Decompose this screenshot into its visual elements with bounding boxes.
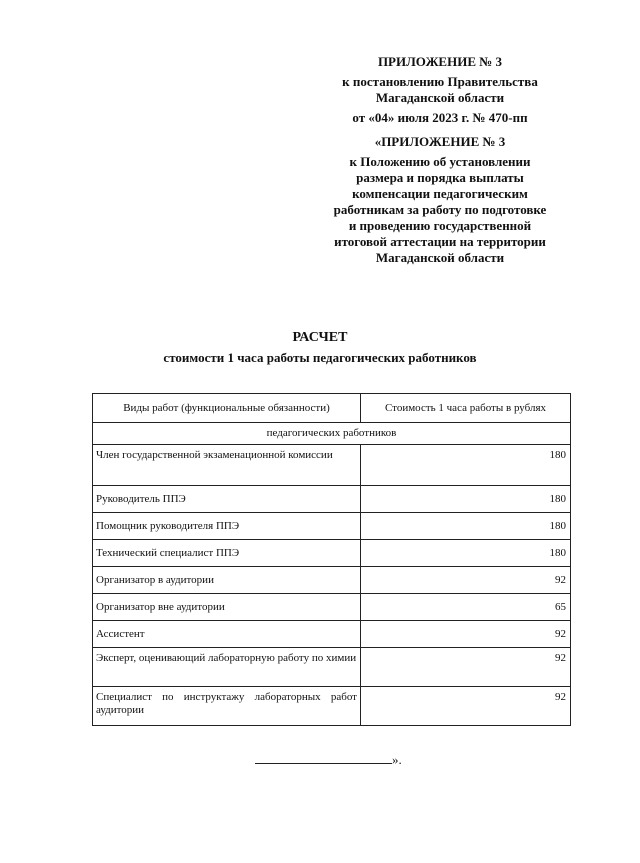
appendix-heading: ПРИЛОЖЕНИЕ № 3 [377,54,503,69]
column-header-cost: Стоимость 1 часа работы в рублях [361,394,571,423]
work-type-cell: Эксперт, оценивающий лабораторную работу по химии [93,648,361,687]
group-label: педагогических работников [93,423,571,445]
signature-underline [255,752,392,764]
work-type-cell: Специалист по инструктажу лабораторных работ аудитории [93,687,361,726]
work-type-cell: Технический специалист ППЭ [93,540,361,567]
cost-cell: 92 [361,648,571,687]
table-header-row [93,394,571,423]
cost-cell: 180 [361,513,571,540]
work-type-cell: Помощник руководителя ППЭ [93,513,361,540]
cost-cell: 180 [361,445,571,486]
closing-line [255,752,402,768]
table-row [93,445,571,486]
table-row [93,621,571,648]
table-row [93,648,571,687]
table-group-row [93,423,571,445]
page-title: РАСЧЕТ [292,330,348,345]
cost-cell: 180 [361,540,571,567]
regulation-line: итоговой аттестации на территории [334,234,546,249]
cost-table [92,393,571,726]
regulation-line: Магаданской области [375,250,505,265]
cost-cell: 65 [361,594,571,621]
table-row [93,594,571,621]
region-line: Магаданской области [375,90,505,105]
table-row [93,687,571,726]
document-header [300,54,580,266]
column-header-work-type: Виды работ (функциональные обязанности) [93,394,361,423]
table-row [93,540,571,567]
regulation-line: работникам за работу по подготовке [333,202,547,217]
work-type-cell: Руководитель ППЭ [93,486,361,513]
to-resolution-line: к постановлению Правительства [342,74,538,89]
work-type-cell: Член государственной экзаменационной комиссии [93,445,361,486]
page-subtitle: стоимости 1 часа работы педагогических работников [163,350,477,365]
cost-cell: 92 [361,567,571,594]
closing-quote: ». [392,752,402,767]
work-type-cell: Ассистент [93,621,361,648]
cost-cell: 92 [361,687,571,726]
appendix-quoted-heading: «ПРИЛОЖЕНИЕ № 3 [374,134,506,149]
cost-cell: 92 [361,621,571,648]
regulation-line: и проведению государственной [348,218,532,233]
work-type-cell: Организатор в аудитории [93,567,361,594]
table-row [93,513,571,540]
table-row [93,567,571,594]
regulation-line: к Положению об установлении [349,154,531,169]
date-number-line: от «04» июля 2023 г. № 470-пп [352,110,528,125]
table-row [93,486,571,513]
cost-cell: 180 [361,486,571,513]
regulation-line: размера и порядка выплаты [356,170,524,185]
regulation-line: компенсации педагогическим [352,186,528,201]
work-type-cell: Организатор вне аудитории [93,594,361,621]
